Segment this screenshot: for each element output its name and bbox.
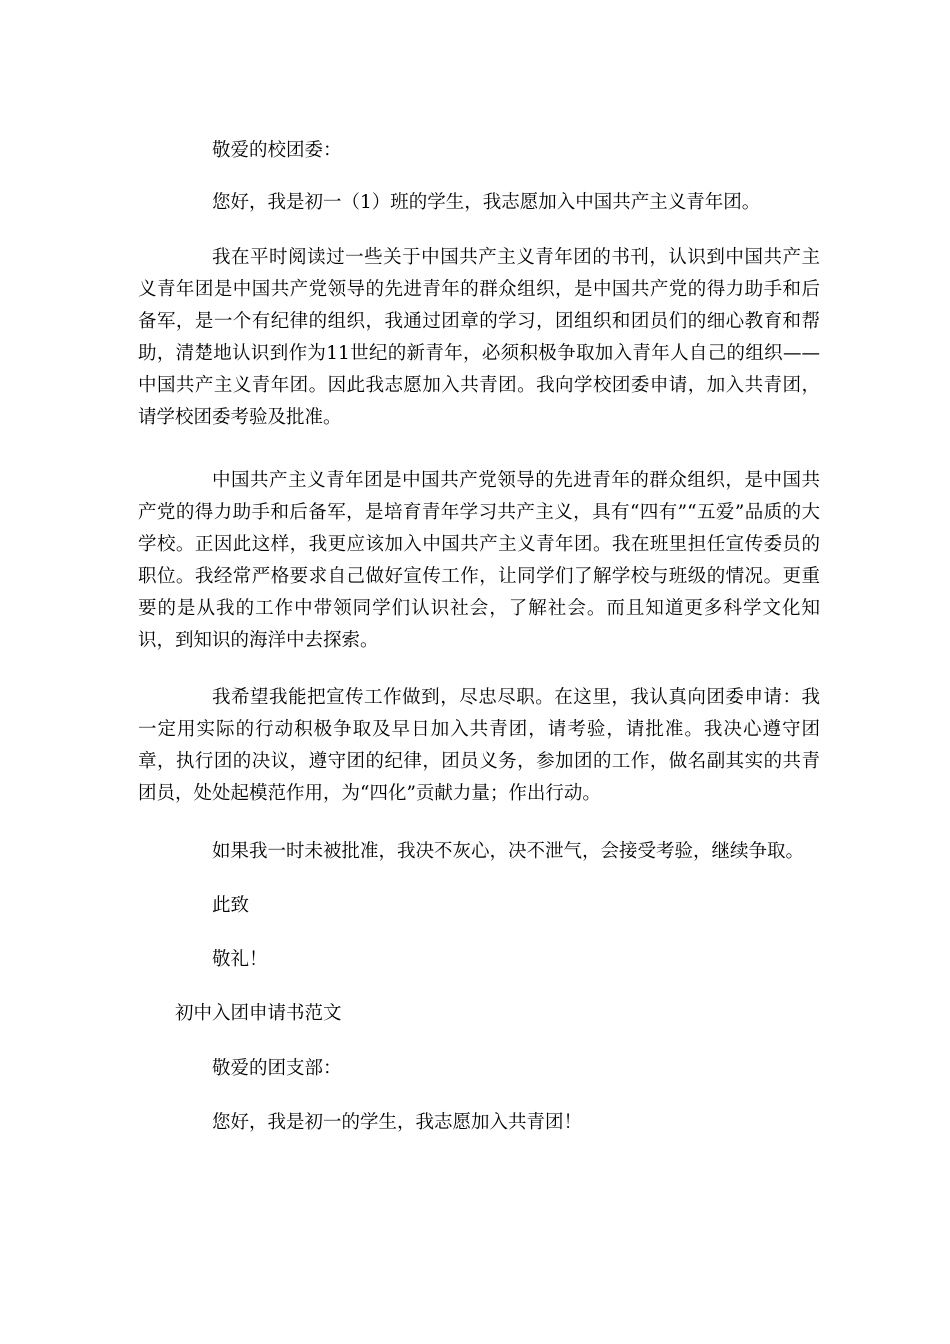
- body-paragraph-4: 如果我一时未被批准，我决不灰心，决不泄气，会接受考验，继续争取。: [212, 841, 805, 862]
- closing-jingli: 敬礼！: [212, 949, 268, 970]
- salutation-league-branch: 敬爱的团支部：: [212, 1058, 342, 1079]
- greeting-paragraph: 您好，我是初一（1）班的学生，我志愿加入中国共产主义青年团。: [212, 192, 761, 213]
- body-paragraph-1: 我在平时阅读过一些关于中国共产主义青年团的书刊，认识到中国共产主义青年团是中国共产党领导的先进青年的群众组织，是中国共产党的得力助手和后备军，是一个有纪律的组织，我通过团章的学习，团组织和团员们的细心教育和帮助，清楚地认识到作为11世纪的新青年，必须积极争取加入青年人自己的组织——中国共产主义青年团。因此我志愿加入共青团。我向学校团委申请，加入共青团，请学校团委考验及批准。: [138, 247, 820, 428]
- closing-cizhi: 此致: [212, 895, 250, 916]
- greeting-paragraph-2: 您好，我是初一的学生，我志愿加入共青团！: [212, 1112, 583, 1133]
- body-paragraph-3: 我希望我能把宣传工作做到，尽忠尽职。在这里，我认真向团委申请：我一定用实际的行动积极争取及早日加入共青团，请考验，请批准。我决心遵守团章，执行团的决议，遵守团的纪律，团员义务，参加团的工作，做名副其实的共青团员，处处起模范作用，为“四化”贡献力量；作出行动。: [138, 687, 820, 804]
- section-title: 初中入团申请书范文: [175, 1003, 342, 1024]
- body-paragraph-2: 中国共产主义青年团是中国共产党领导的先进青年的群众组织，是中国共产党的得力助手和后备军，是培育青年学习共产主义，具有“四有”“五爱”品质的大学校。正因此这样，我更应该加入中国共产主义青年团。我在班里担任宣传委员的职位。我经常严格要求自己做好宣传工作，让同学们了解学校与班级的情况。更重要的是从我的工作中带领同学们认识社会，了解社会。而且知道更多科学文化知识，到知识的海洋中去探索。: [138, 470, 820, 651]
- salutation-school-committee: 敬爱的校团委：: [212, 140, 342, 161]
